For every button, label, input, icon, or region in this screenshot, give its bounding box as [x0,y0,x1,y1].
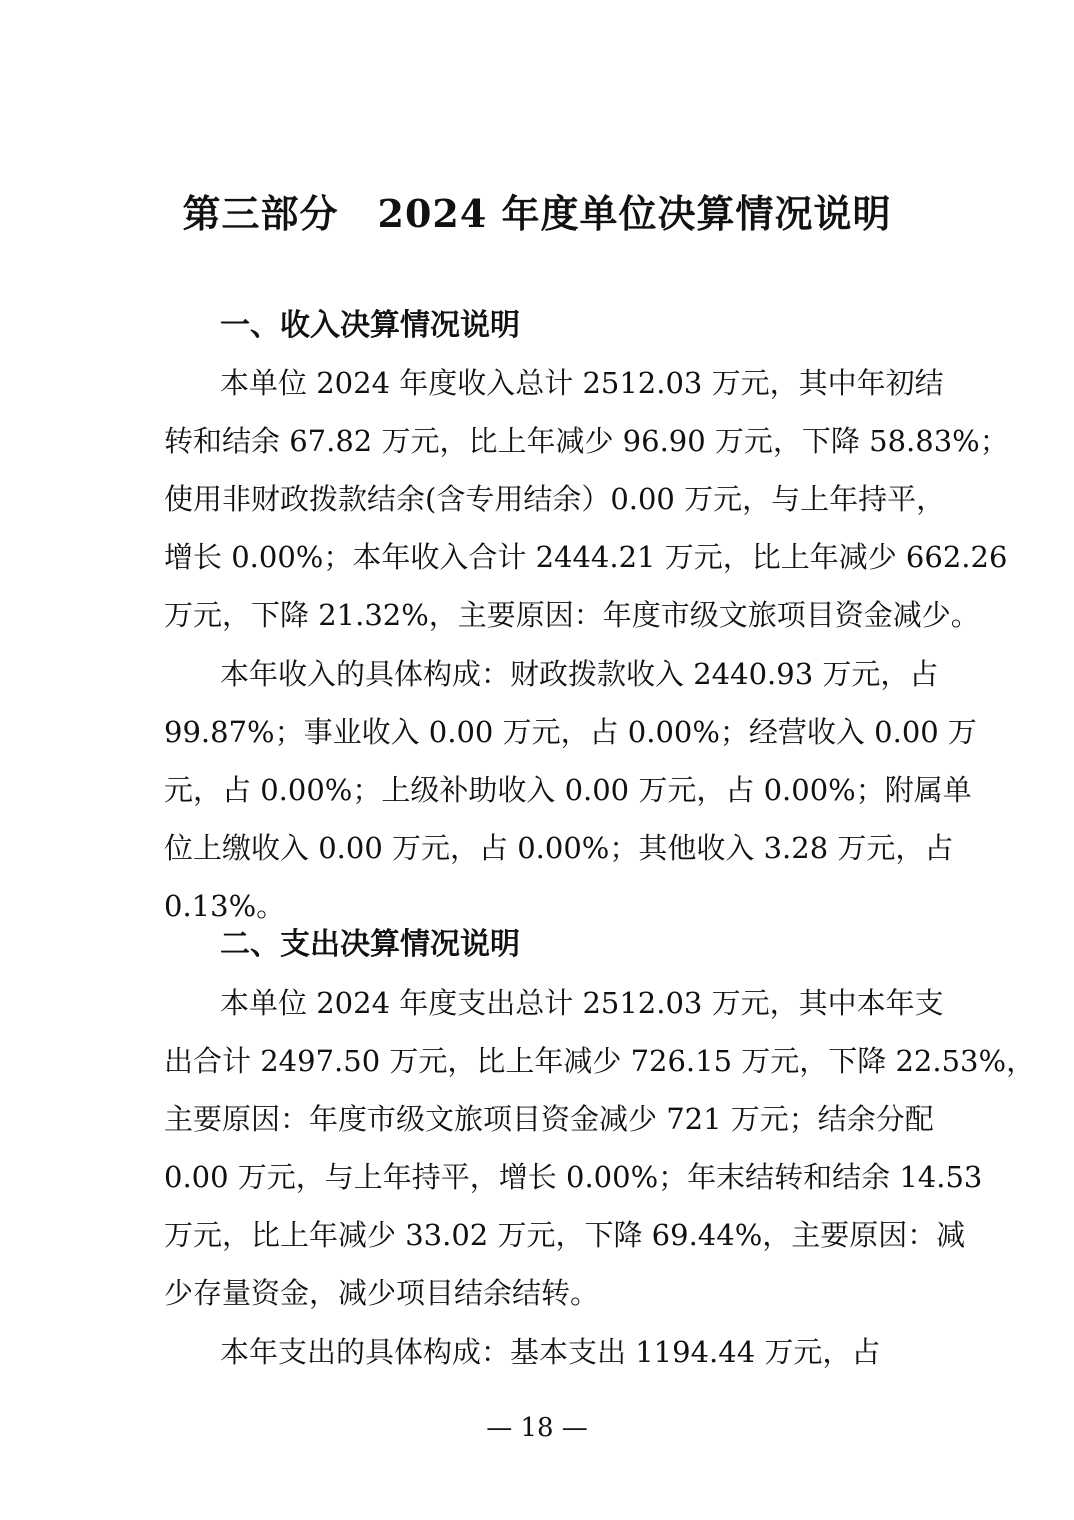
income-composition-line: 位上缴收入 0.00 万元，占 0.00%；其他收入 3.28 万元，占 [164,831,954,865]
expenditure-paragraph-line: 出合计 2497.50 万元，比上年减少 726.15 万元，下降 22.53%， [164,1044,1036,1078]
expenditure-paragraph-line: 少存量资金，减少项目结余结转。 [164,1276,600,1310]
income-composition-line: 99.87%；事业收入 0.00 万元，占 0.00%；经营收入 0.00 万 [164,715,977,749]
income-composition-line: 本年收入的具体构成：财政拨款收入 2440.93 万元，占 [220,657,939,691]
page-title: 第三部分 2024 年度单位决算情况说明 [182,191,892,236]
income-paragraph-line: 增长 0.00%；本年收入合计 2444.21 万元，比上年减少 662.26 [164,540,1008,574]
expenditure-paragraph-line: 0.00 万元，与上年持平，增长 0.00%；年末结转和结余 14.53 [164,1160,983,1194]
income-paragraph-line: 使用非财政拨款结余(含专用结余）0.00 万元，与上年持平， [164,482,946,516]
income-composition-line: 0.13%。 [164,889,286,923]
page-number: — 18 — [486,1413,588,1443]
expenditure-paragraph-line: 万元，比上年减少 33.02 万元，下降 69.44%，主要原因：减 [164,1218,966,1252]
income-paragraph-line: 万元，下降 21.32%，主要原因：年度市级文旅项目资金减少。 [164,598,980,632]
income-paragraph-line: 本单位 2024 年度收入总计 2512.03 万元，其中年初结 [220,366,944,400]
section-heading-income: 一、收入决算情况说明 [220,308,520,343]
expenditure-paragraph-line: 主要原因：年度市级文旅项目资金减少 721 万元；结余分配 [164,1102,934,1136]
expenditure-composition-line: 本年支出的具体构成：基本支出 1194.44 万元，占 [220,1335,881,1369]
section-heading-expenditure: 二、支出决算情况说明 [220,927,520,962]
income-composition-line: 元，占 0.00%；上级补助收入 0.00 万元，占 0.00%；附属单 [164,773,972,807]
expenditure-paragraph-line: 本单位 2024 年度支出总计 2512.03 万元，其中本年支 [220,986,944,1020]
income-paragraph-line: 转和结余 67.82 万元，比上年减少 96.90 万元，下降 58.83%； [164,424,1009,458]
